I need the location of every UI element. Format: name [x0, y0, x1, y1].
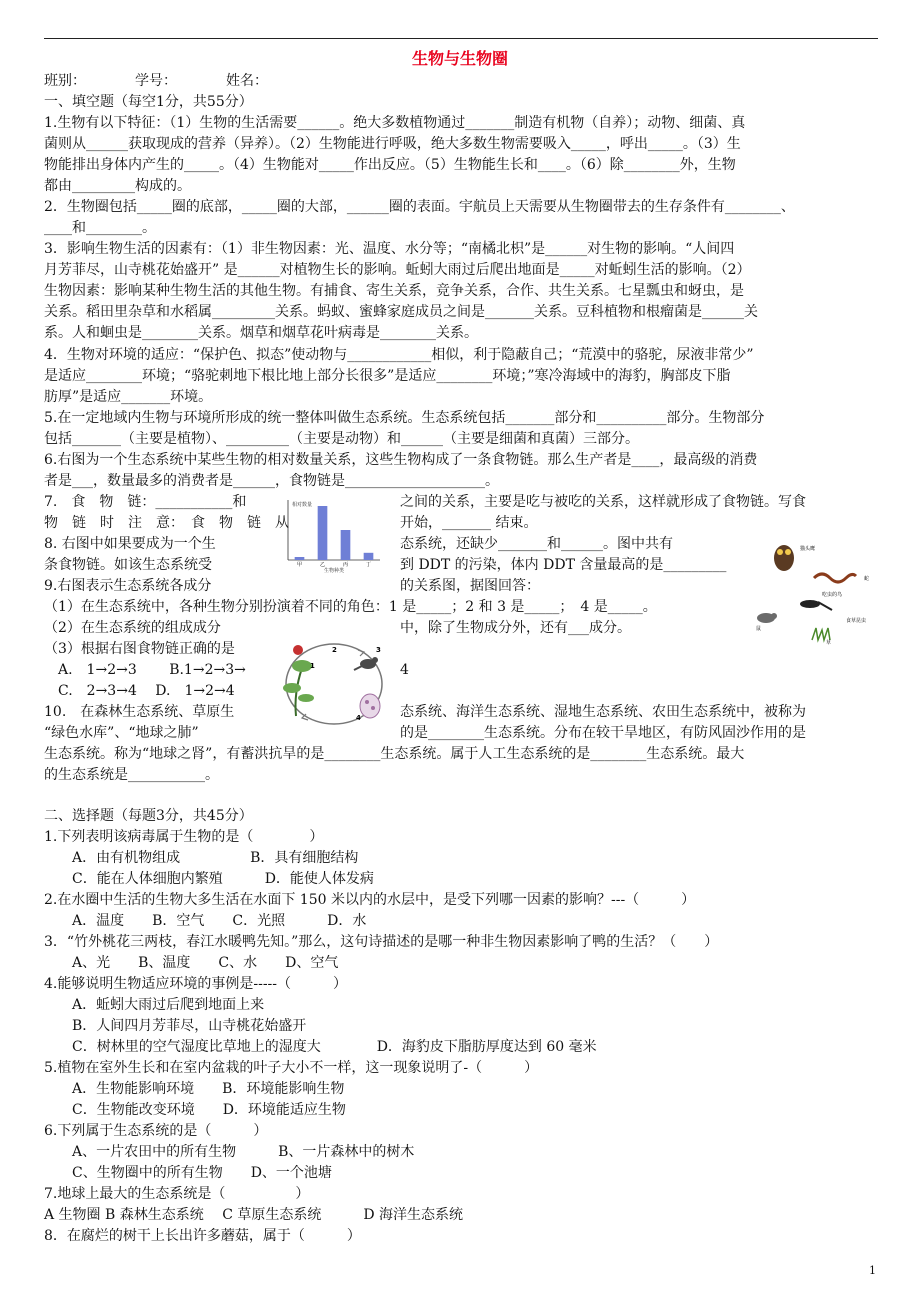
owl-icon	[774, 545, 794, 571]
cycle-arrow	[358, 650, 364, 656]
label-mouse: 鼠	[756, 626, 762, 632]
question-line: 5.植物在室外生长和在室内盆栽的叶子大小不一样，这一现象说明了-（ ）	[44, 1060, 539, 1076]
question-line: 7.地球上最大的生态系统是（ ）	[44, 1186, 310, 1202]
label-herbivorous-insect: 食草昆虫	[846, 618, 867, 624]
page-number: 1	[869, 1264, 876, 1277]
page-title: 生物与生物圈	[411, 49, 508, 68]
question-line: 8．在腐烂的树干上长出许多蘑菇，属于（ ）	[44, 1228, 361, 1244]
text-line-right: 的关系图，据图回答：	[400, 578, 540, 594]
label-snake: 蛇	[864, 576, 870, 582]
question-line: 6.下列属于生态系统的是（ ）	[44, 1123, 268, 1139]
text-line: 10. 在森林生态系统、草原生	[44, 704, 235, 720]
text-line: 者是___，数量最多的消费者是______，食物链是____________________。	[44, 473, 499, 489]
y-axis-label: 相对数量	[292, 502, 313, 508]
option-line: A、一片农田中的所有生物 B、一片森林中的树木	[44, 1144, 415, 1160]
grass-icon	[812, 628, 830, 640]
bar-2	[318, 506, 328, 560]
cycle-label-3: 3	[376, 646, 381, 654]
option-line: A．生物能影响环境 B．环境能影响生物	[44, 1081, 345, 1097]
text-line: 是适应________环境；“骆驼刺地下根比地上部分长很多”是适应________环境；”寒冷海域中的海豹，胸部皮下脂	[44, 368, 731, 384]
bar-1	[295, 557, 305, 560]
text-line: ____和________。	[44, 220, 156, 236]
ecosystem-cycle-diagram	[272, 636, 396, 730]
text-line: 关系。稻田里杂草和水稻属_________关系。蚂蚁、蜜蜂家庭成员之间是_______关系。豆科植物和根瘤菌是______关	[44, 304, 758, 320]
text-line: 系。人和蛔虫是________关系。烟草和烟草花叶病毒是________关系。	[44, 325, 478, 341]
option-line: A 生物圈 B 森林生态系统 C 草原生态系统 D 海洋生态系统	[44, 1207, 464, 1223]
question-line: 3．“竹外桃花三两枝，春江水暖鸭先知。”那么，这句诗描述的是哪一种非生物因素影响了鸭的生活？（ ）	[44, 934, 719, 950]
text-line-right: 4	[400, 662, 409, 678]
text-line: 生物因素：影响某种生物生活的其他生物。有捕食、寄生关系，竞争关系，合作、共生关系。七星瓢虫和蚜虫，是	[44, 283, 744, 299]
text-line: 月芳菲尽，山寺桃花始盛开” 是______对植物生长的影响。蚯蚓大雨过后爬出地面是_____对蚯蚓生活的影响。（2）	[44, 262, 751, 278]
text-line: “绿色水库”、“地球之肺”	[44, 725, 199, 741]
text-line: 2．生物圈包括_____圈的底部，_____圈的大部，______圈的表面。宇航员上天需要从生物圈带去的生存条件有________、	[44, 199, 795, 215]
text-line: 条食物链。如该生态系统受	[44, 557, 212, 573]
food-chain-illustration	[752, 538, 882, 646]
mouse-icon	[757, 613, 777, 623]
cycle-label-1: 1	[310, 662, 315, 670]
text-line: 菌则从______获取现成的营养（异养）。（2）生物能进行呼吸，绝大多数生物需要吸入_____，呼出_____。（3）生	[44, 136, 741, 152]
text-line: （3）根据右图食物链正确的是	[44, 641, 235, 657]
label-owl: 猫头鹰	[800, 546, 816, 552]
text-line: 的生态系统是___________。	[44, 767, 219, 783]
option-line: C．树林里的空气湿度比草地上的湿度大 D．海豹皮下脂肪厚度达到 60 毫米	[44, 1039, 597, 1055]
text-line: （1）在生态系统中，各种生物分别扮演着不同的角色：1 是_____；2 和 3 是_____； 4 是_____。	[44, 599, 657, 615]
text-line: 物 链 时 注 意： 食 物 链 从	[44, 515, 289, 531]
option-line: A．蚯蚓大雨过后爬到地面上来	[44, 997, 265, 1013]
relative-quantity-bar-chart	[272, 494, 384, 576]
bacteria-dish-icon	[360, 694, 380, 718]
snake-icon	[814, 574, 856, 582]
x-axis-label: 生物种类	[323, 568, 345, 574]
bird-icon	[800, 600, 832, 610]
bar-4	[364, 553, 374, 560]
option-line: C．生物能改变环境 D．环境能适应生物	[44, 1102, 346, 1118]
text-line: 都由_________构成的。	[44, 178, 191, 194]
option-line: A．由有机物组成 B．具有细胞结构	[44, 850, 359, 866]
text-line: 8. 右图中如果要成为一个生	[44, 536, 216, 552]
tick-label-1: 甲	[296, 562, 303, 568]
text-line: 6.右图为一个生态系统中某些生物的相对数量关系，这些生物构成了一条食物链。那么生产者是____，最高级的消费	[44, 452, 758, 468]
text-line-right: 态系统、海洋生态系统、湿地生态系统、农田生态系统中，被称为	[400, 704, 806, 720]
option-line: C．能在人体细胞内繁殖 D．能使人体发病	[44, 871, 374, 887]
tick-label-4: 丁	[365, 562, 372, 568]
text-line: 1.生物有以下特征：（1）生物的生活需要______。绝大多数植物通过_______制造有机物（自养）；动物、细菌、真	[44, 115, 746, 131]
text-line-right: 态系统，还缺少_______和______。图中共有	[400, 536, 673, 552]
top-rule	[44, 38, 878, 39]
text-line: 生态系统。称为“地球之肾”，有蓄洪抗旱的是________生态系统。属于人工生态系统的是________生态系统。最大	[44, 746, 745, 762]
option-line: A、光 B、温度 C、水 D、空气	[44, 955, 339, 971]
question-line: 4.能够说明生物适应环境的事例是-----（ ）	[44, 976, 348, 992]
text-line: 5.在一定地域内生物与环境所形成的统一整体叫做生态系统。生态系统包括_______部分和__________部分。生物部分	[44, 410, 765, 426]
text-line-right: 到 DDT 的污染，体内 DDT 含量最高的是_________	[400, 557, 727, 573]
text-line-right: 开始，_______ 结束。	[400, 515, 538, 531]
label-insect-eating-bird: 吃虫的鸟	[822, 592, 843, 598]
text-line-right: 的是________生态系统。分布在较干旱地区，有防风固沙作用的是	[400, 725, 806, 741]
student-info-line: 班别： 学号： 姓名：	[44, 73, 268, 89]
text-line: 包括_______（主要是植物）、_________（主要是动物）和______（主要是细菌和真菌）三部分。	[44, 431, 639, 447]
option-line: A．温度 B．空气 C．光照 D．水	[44, 913, 367, 929]
option-line: C. 2→3→4 D. 1→2→4	[44, 683, 235, 699]
text-line: 物能排出身体内产生的_____。（4）生物能对_____作出反应。（5）生物能生长和____。（6）除________外，生物	[44, 157, 736, 173]
bird-icon	[354, 657, 378, 670]
text-line: （2）在生态系统的组成成分	[44, 620, 221, 636]
text-line: 肪厚”是适应_______环境。	[44, 389, 213, 405]
option-line: A. 1→2→3 B.1→2→3→	[44, 662, 246, 678]
question-line: 2.在水圈中生活的生物大多生活在水面下 150 米以内的水层中，是受下列哪一因素的影响？---（ ）	[44, 892, 696, 908]
text-line: 7. 食 物 链：___________和	[44, 494, 247, 510]
text-line-right: 之间的关系，主要是吃与被吃的关系，这样就形成了食物链。写食	[400, 494, 806, 510]
cycle-label-4: 4	[356, 714, 361, 722]
option-line: C、生物圈中的所有生物 D、一个池塘	[44, 1165, 332, 1181]
text-line-right: 中，除了生物成分外，还有___成分。	[400, 620, 631, 636]
bar-3	[341, 530, 351, 560]
section-heading: 二、选择题（每题3分，共45分）	[44, 808, 253, 824]
tick-label-2: 乙	[319, 562, 326, 568]
cycle-label-2: 2	[332, 646, 337, 654]
sun-icon	[293, 645, 303, 655]
section-heading: 一、填空题（每空1分，共55分）	[44, 94, 253, 110]
question-line: 1.下列表明该病毒属于生物的是（ ）	[44, 829, 324, 845]
text-line: 4．生物对环境的适应：“保护色、拟态”使动物与____________相似，利于隐蔽自己；“荒漠中的骆驼，尿液非常少”	[44, 347, 754, 363]
text-line: 9.右图表示生态系统各成分	[44, 578, 212, 594]
option-line: B．人间四月芳菲尽，山寺桃花始盛开	[44, 1018, 307, 1034]
text-line: 3．影响生物生活的因素有：（1）非生物因素：光、温度、水分等；“南橘北枳”是______对生物的影响。“人间四	[44, 241, 735, 257]
tick-label-3: 丙	[342, 562, 349, 568]
label-grass: 草	[826, 640, 832, 646]
